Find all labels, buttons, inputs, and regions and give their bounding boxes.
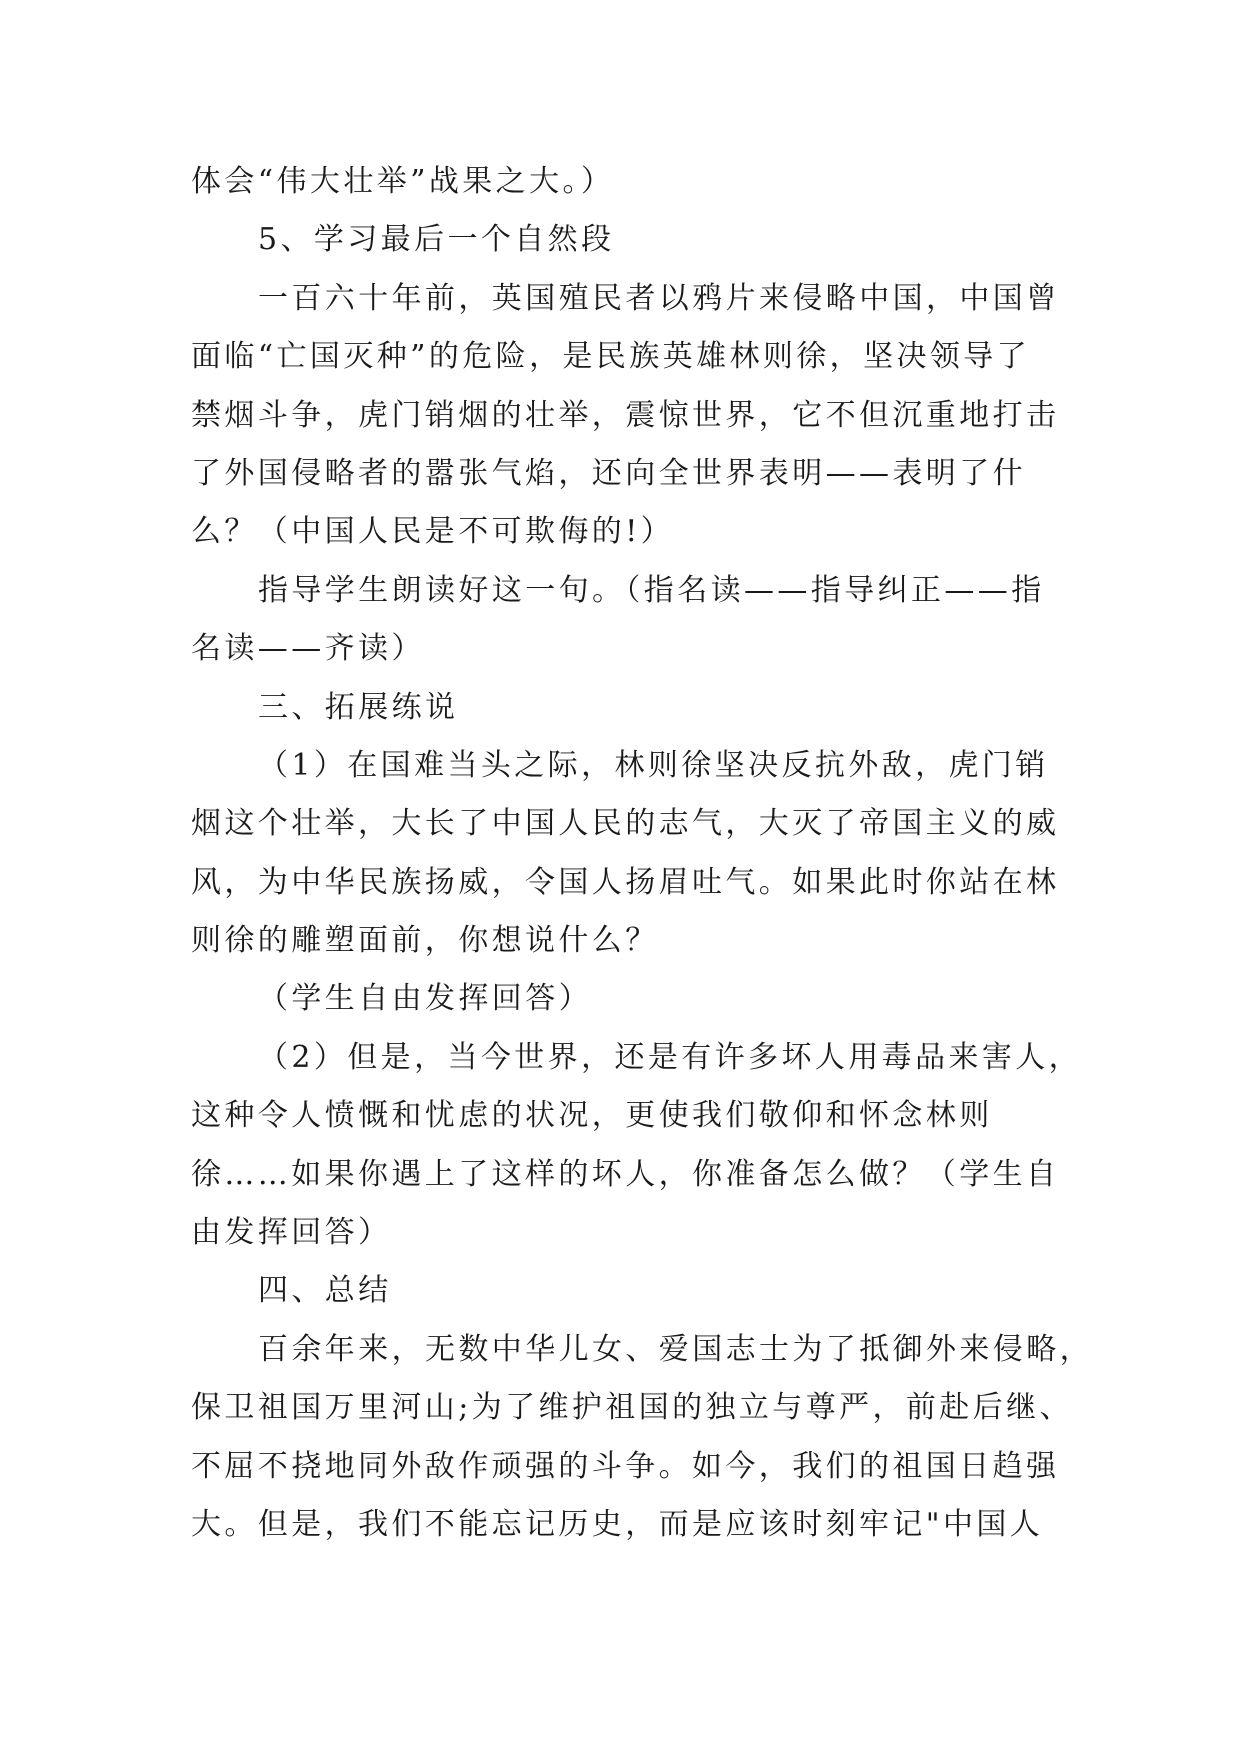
paragraph-start: （2）但是，当今世界，还是有许多坏人用毒品来害人， [258, 1039, 1083, 1075]
text-line: 徐……如果你遇上了这样的坏人，你准备怎么做？（学生自 [191, 1156, 1060, 1192]
paragraph-start: （学生自由发挥回答） [258, 981, 592, 1017]
paragraph-start: （1）在国难当头之际，林则徐坚决反抗外敌，虎门销 [258, 747, 1049, 783]
text-line: 保卫祖国万里河山;为了维护祖国的独立与尊严，前赴后继、 [191, 1390, 1073, 1426]
section-heading: 5、学习最后一个自然段 [258, 222, 615, 258]
paragraph-start: 指导学生朗读好这一句。（指名读——指导纠正——指 [258, 572, 1045, 608]
text-line: 大。但是，我们不能忘记历史，而是应该时刻牢记"中国人 [191, 1506, 1044, 1542]
text-line: 烟这个壮举，大长了中国人民的志气，大灭了帝国主义的威 [191, 806, 1060, 842]
text-line: 了外国侵略者的嚣张气焰，还向全世界表明——表明了什 [191, 455, 1026, 491]
text-line: 不屈不挠地同外敌作顽强的斗争。如今，我们的祖国日趋强 [191, 1448, 1060, 1484]
text-line: 名读——齐读） [191, 631, 425, 667]
text-line: 面临“亡国灭种”的危险，是民族英雄林则徐，坚决领导了 [191, 339, 1031, 375]
paragraph-start: 一百六十年前，英国殖民者以鸦片来侵略中国，中国曾 [258, 280, 1060, 316]
section-heading: 四、总结 [258, 1273, 392, 1309]
text-line: 么？（中国人民是不可欺侮的!） [191, 514, 675, 550]
text-line: 风，为中华民族扬威，令国人扬眉吐气。如果此时你站在林 [191, 864, 1060, 900]
text-line: 由发挥回答） [191, 1215, 392, 1251]
text-line: 禁烟斗争，虎门销烟的壮举，震惊世界，它不但沉重地打击 [191, 397, 1060, 433]
text-line: 体会“伟大壮举”战果之大。） [191, 164, 615, 199]
text-line: 这种令人愤慨和忧虑的状况，更使我们敬仰和怀念林则 [191, 1098, 993, 1134]
text-line: 则徐的雕塑面前，你想说什么？ [191, 923, 659, 959]
paragraph-start: 百余年来，无数中华儿女、爱国志士为了抵御外来侵略， [258, 1331, 1093, 1367]
section-heading: 三、拓展练说 [258, 689, 459, 725]
body-text [191, 153, 1093, 1554]
